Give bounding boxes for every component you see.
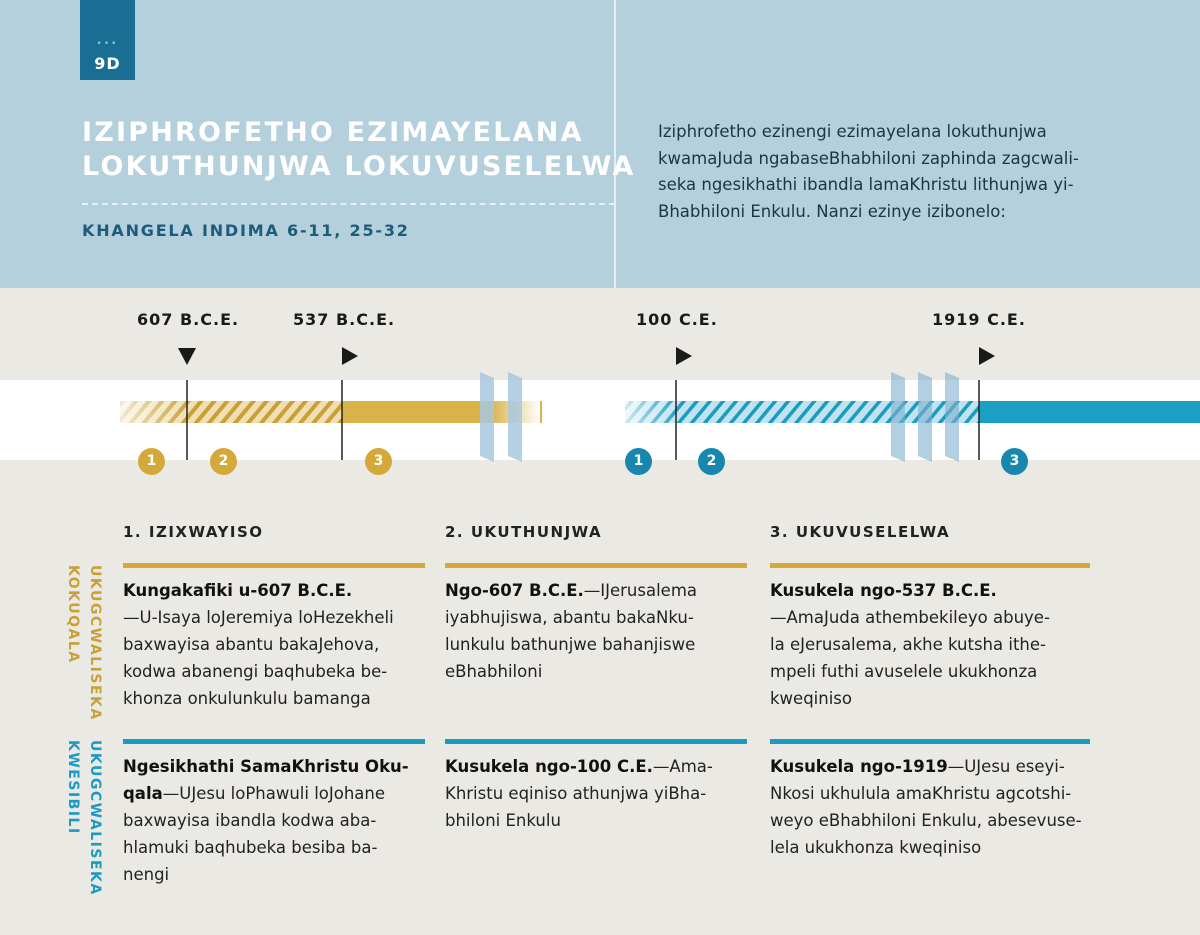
blue-marker-1: 1 [625, 448, 652, 475]
gold-marker-1: 1 [138, 448, 165, 475]
cell-second-warnings: Ngesikhathi SamaKhristu Oku- qala—UJesu loPhawuli loJohane baxwayisa ibandla kodwa aba- hlamuki baqhubeka besiba ba- nengi [123, 757, 409, 884]
play-triangle-icon [676, 347, 692, 365]
dashed-divider [82, 203, 615, 205]
cell-second-captivity: Kusukela ngo-100 C.E.—Ama- Khristu eqiniso athunjwa yiBha- bhiloni Enkulu [445, 757, 713, 830]
column-heading: 1. IZIXWAYISO [123, 523, 264, 541]
column-heading: 3. UKUVUSELELWA [770, 523, 951, 541]
break-mark [891, 372, 905, 462]
gold-rule [445, 563, 747, 568]
blue-marker-3: 3 [1001, 448, 1028, 475]
blue-marker-2: 2 [698, 448, 725, 475]
break-mark [945, 372, 959, 462]
break-mark [508, 372, 522, 462]
row-label-first: UKUGCWALISEKA KOKUQALA [65, 565, 103, 721]
play-triangle-icon [979, 347, 995, 365]
gold-marker-3: 3 [365, 448, 392, 475]
cell-second-restoration: Kusukela ngo-1919—UJesu eseyi- Nkosi ukhulula amaKhristu agcotshi- weyo eBhabhiloni Enkulu, abesevuse- lela ukukhonza kweqiniso [770, 757, 1082, 857]
column-heading: 2. UKUTHUNJWA [445, 523, 603, 541]
gold-rule [770, 563, 1090, 568]
cell-first-warnings: Kungakafiki u-607 B.C.E. —U-Isaya loJeremiya loHezekheli baxwayisa abantu bakaJehova, kodwa abanengi baqhubeka be- khonza onkulunkulu bamanga [123, 581, 394, 708]
blue-rule [770, 739, 1090, 744]
cell-first-captivity: Ngo-607 B.C.E.—IJerusalema iyabhujiswa, abantu bakaNku- lunkulu bathunjwe bahanjiswe eBhabhiloni [445, 581, 698, 681]
down-triangle-icon [178, 348, 196, 365]
badge-number: 9D [94, 54, 121, 73]
break-mark [480, 372, 494, 462]
badge-dots: ••• [96, 39, 119, 49]
blue-solid-bar [979, 401, 1200, 423]
date-label: 100 C.E. [636, 310, 718, 329]
break-mark [918, 372, 932, 462]
page-subtitle: KHANGELA INDIMA 6-11, 25-32 [82, 221, 410, 240]
blue-rule [445, 739, 747, 744]
date-label: 1919 C.E. [932, 310, 1026, 329]
page-title: IZIPHROFETHO EZIMAYELANA LOKUTHUNJWA LOKUVUSELELWA [82, 117, 636, 182]
date-label: 607 B.C.E. [137, 310, 240, 329]
cell-first-restoration: Kusukela ngo-537 B.C.E. —AmaJuda athembekileyo abuye- la eJerusalema, akhe kutsha ithe- mpeli futhi avuselele ukukhonza kweqiniso [770, 581, 1050, 708]
intro-text: Iziphrofetho ezinengi ezimayelana lokuthunjwa kwamaJuda ngabaseBhabhiloni zaphinda zagcwali- seka ngesikhathi ibandla lamaKhristu lithunjwa yi- Bhabhiloni Enkulu. Nanzi ezinye izibonelo: [658, 122, 1079, 221]
gold-marker-2: 2 [210, 448, 237, 475]
date-label: 537 B.C.E. [293, 310, 396, 329]
play-triangle-icon [342, 347, 358, 365]
section-badge [80, 0, 135, 80]
gold-rule [123, 563, 425, 568]
blue-rule [123, 739, 425, 744]
row-label-second: UKUGCWALISEKA KWESIBILI [65, 740, 103, 896]
